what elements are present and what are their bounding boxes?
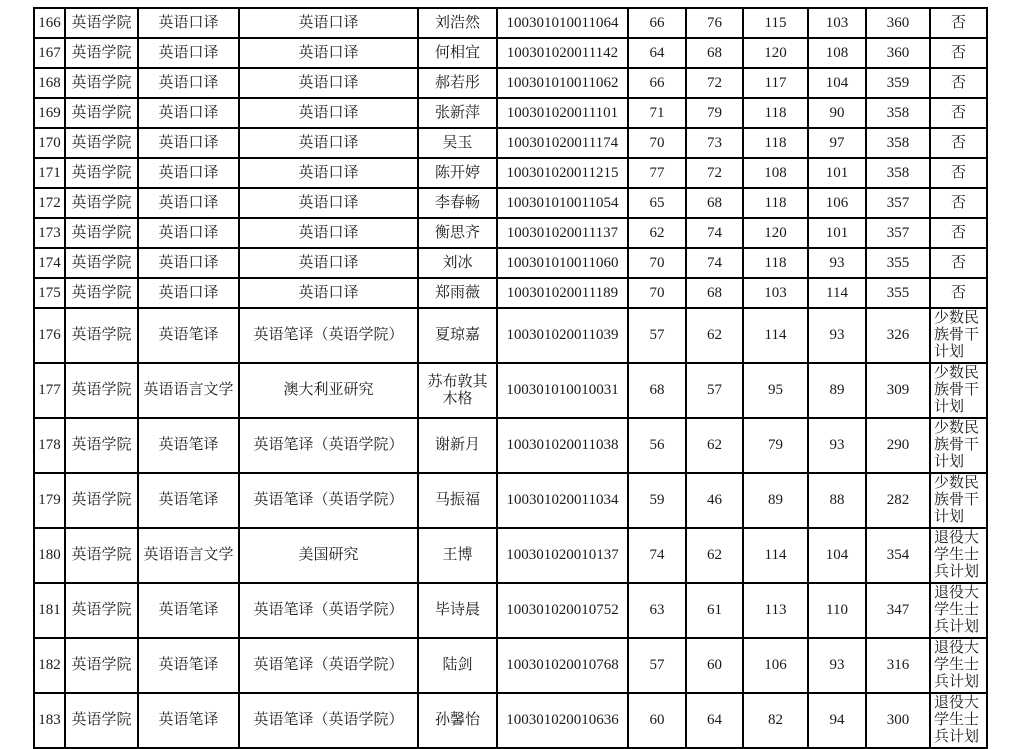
cell-score4: 104 xyxy=(808,68,866,98)
cell-score1: 62 xyxy=(628,218,686,248)
cell-major: 英语笔译 xyxy=(138,693,239,748)
cell-name: 夏琼嘉 xyxy=(418,308,497,363)
cell-direction: 英语笔译（英语学院） xyxy=(239,693,418,748)
cell-score3: 114 xyxy=(743,528,808,583)
cell-major: 英语口译 xyxy=(138,68,239,98)
cell-score1: 66 xyxy=(628,8,686,38)
cell-index: 171 xyxy=(34,158,65,188)
cell-name: 毕诗晨 xyxy=(418,583,497,638)
cell-score3: 103 xyxy=(743,278,808,308)
cell-score2: 62 xyxy=(686,528,743,583)
cell-score2: 62 xyxy=(686,418,743,473)
cell-major: 英语口译 xyxy=(138,38,239,68)
cell-score4: 106 xyxy=(808,188,866,218)
cell-score1: 64 xyxy=(628,38,686,68)
cell-exam-no: 100301020011038 xyxy=(497,418,628,473)
cell-exam-no: 100301020011174 xyxy=(497,128,628,158)
cell-major: 英语笔译 xyxy=(138,308,239,363)
cell-score2: 68 xyxy=(686,188,743,218)
cell-index: 170 xyxy=(34,128,65,158)
cell-direction: 英语口译 xyxy=(239,188,418,218)
cell-college: 英语学院 xyxy=(65,528,138,583)
cell-major: 英语笔译 xyxy=(138,418,239,473)
cell-score1: 70 xyxy=(628,248,686,278)
results-table xyxy=(33,7,988,749)
cell-score3: 118 xyxy=(743,188,808,218)
cell-exam-no: 100301020011101 xyxy=(497,98,628,128)
cell-index: 183 xyxy=(34,693,65,748)
cell-direction: 英语笔译（英语学院） xyxy=(239,418,418,473)
cell-direction: 英语口译 xyxy=(239,8,418,38)
cell-score2: 74 xyxy=(686,248,743,278)
cell-college: 英语学院 xyxy=(65,98,138,128)
cell-major: 英语口译 xyxy=(138,278,239,308)
table-row xyxy=(34,418,987,473)
cell-name: 郑雨薇 xyxy=(418,278,497,308)
cell-college: 英语学院 xyxy=(65,128,138,158)
cell-major: 英语口译 xyxy=(138,8,239,38)
cell-college: 英语学院 xyxy=(65,583,138,638)
cell-score3: 108 xyxy=(743,158,808,188)
cell-index: 167 xyxy=(34,38,65,68)
cell-score3: 114 xyxy=(743,308,808,363)
cell-total: 354 xyxy=(866,528,930,583)
cell-total: 326 xyxy=(866,308,930,363)
cell-exam-no: 100301020011142 xyxy=(497,38,628,68)
table-row xyxy=(34,98,987,128)
cell-index: 176 xyxy=(34,308,65,363)
cell-total: 358 xyxy=(866,128,930,158)
cell-name: 孙馨怡 xyxy=(418,693,497,748)
cell-exam-no: 100301020011039 xyxy=(497,308,628,363)
cell-score1: 77 xyxy=(628,158,686,188)
cell-score4: 110 xyxy=(808,583,866,638)
table-row xyxy=(34,248,987,278)
cell-score2: 46 xyxy=(686,473,743,528)
cell-direction: 英语口译 xyxy=(239,38,418,68)
cell-score1: 59 xyxy=(628,473,686,528)
cell-total: 309 xyxy=(866,363,930,418)
table-row xyxy=(34,278,987,308)
cell-index: 172 xyxy=(34,188,65,218)
cell-score2: 68 xyxy=(686,38,743,68)
cell-name: 陈开婷 xyxy=(418,158,497,188)
cell-name: 苏布敦其木格 xyxy=(418,363,497,418)
cell-major: 英语语言文学 xyxy=(138,363,239,418)
cell-exam-no: 100301020011034 xyxy=(497,473,628,528)
cell-score4: 94 xyxy=(808,693,866,748)
cell-index: 182 xyxy=(34,638,65,693)
cell-score1: 57 xyxy=(628,308,686,363)
cell-remark: 否 xyxy=(930,158,987,188)
cell-name: 刘冰 xyxy=(418,248,497,278)
cell-score3: 120 xyxy=(743,218,808,248)
cell-total: 300 xyxy=(866,693,930,748)
cell-remark: 否 xyxy=(930,98,987,128)
cell-name: 马振福 xyxy=(418,473,497,528)
cell-score2: 72 xyxy=(686,68,743,98)
cell-remark: 否 xyxy=(930,218,987,248)
cell-exam-no: 100301020010137 xyxy=(497,528,628,583)
cell-remark: 否 xyxy=(930,248,987,278)
cell-score1: 70 xyxy=(628,128,686,158)
table-row xyxy=(34,528,987,583)
cell-total: 316 xyxy=(866,638,930,693)
cell-remark: 退役大学生士兵计划 xyxy=(930,583,987,638)
cell-score2: 64 xyxy=(686,693,743,748)
cell-score4: 104 xyxy=(808,528,866,583)
cell-direction: 英语笔译（英语学院） xyxy=(239,308,418,363)
cell-college: 英语学院 xyxy=(65,278,138,308)
cell-total: 357 xyxy=(866,188,930,218)
cell-score4: 89 xyxy=(808,363,866,418)
cell-total: 355 xyxy=(866,278,930,308)
cell-score4: 88 xyxy=(808,473,866,528)
cell-score1: 57 xyxy=(628,638,686,693)
cell-score3: 118 xyxy=(743,248,808,278)
cell-direction: 英语口译 xyxy=(239,278,418,308)
cell-score2: 79 xyxy=(686,98,743,128)
cell-score4: 101 xyxy=(808,158,866,188)
cell-exam-no: 100301020010752 xyxy=(497,583,628,638)
cell-index: 180 xyxy=(34,528,65,583)
cell-college: 英语学院 xyxy=(65,248,138,278)
cell-exam-no: 100301010010031 xyxy=(497,363,628,418)
cell-total: 282 xyxy=(866,473,930,528)
cell-college: 英语学院 xyxy=(65,693,138,748)
cell-score1: 70 xyxy=(628,278,686,308)
cell-score1: 66 xyxy=(628,68,686,98)
cell-score3: 117 xyxy=(743,68,808,98)
cell-direction: 英语口译 xyxy=(239,128,418,158)
cell-remark: 否 xyxy=(930,128,987,158)
cell-college: 英语学院 xyxy=(65,158,138,188)
cell-name: 张新萍 xyxy=(418,98,497,128)
cell-score2: 62 xyxy=(686,308,743,363)
table-row xyxy=(34,218,987,248)
cell-major: 英语口译 xyxy=(138,248,239,278)
cell-exam-no: 100301020011215 xyxy=(497,158,628,188)
cell-exam-no: 100301020011137 xyxy=(497,218,628,248)
table-row xyxy=(34,473,987,528)
cell-direction: 英语笔译（英语学院） xyxy=(239,473,418,528)
cell-major: 英语口译 xyxy=(138,188,239,218)
cell-name: 谢新月 xyxy=(418,418,497,473)
cell-score4: 90 xyxy=(808,98,866,128)
cell-remark: 少数民族骨干计划 xyxy=(930,308,987,363)
cell-name: 李春畅 xyxy=(418,188,497,218)
cell-score4: 93 xyxy=(808,638,866,693)
cell-score1: 65 xyxy=(628,188,686,218)
cell-direction: 美国研究 xyxy=(239,528,418,583)
cell-direction: 英语口译 xyxy=(239,218,418,248)
cell-remark: 退役大学生士兵计划 xyxy=(930,693,987,748)
cell-score4: 108 xyxy=(808,38,866,68)
cell-name: 郝若彤 xyxy=(418,68,497,98)
cell-score2: 68 xyxy=(686,278,743,308)
cell-name: 吴玉 xyxy=(418,128,497,158)
cell-score2: 57 xyxy=(686,363,743,418)
cell-exam-no: 100301010011062 xyxy=(497,68,628,98)
cell-score1: 74 xyxy=(628,528,686,583)
cell-college: 英语学院 xyxy=(65,638,138,693)
cell-major: 英语语言文学 xyxy=(138,528,239,583)
cell-major: 英语笔译 xyxy=(138,473,239,528)
cell-score2: 76 xyxy=(686,8,743,38)
cell-total: 290 xyxy=(866,418,930,473)
cell-exam-no: 100301020010768 xyxy=(497,638,628,693)
table-row xyxy=(34,363,987,418)
cell-index: 181 xyxy=(34,583,65,638)
cell-index: 173 xyxy=(34,218,65,248)
cell-score3: 118 xyxy=(743,128,808,158)
cell-college: 英语学院 xyxy=(65,188,138,218)
cell-score3: 106 xyxy=(743,638,808,693)
cell-major: 英语口译 xyxy=(138,98,239,128)
cell-college: 英语学院 xyxy=(65,308,138,363)
cell-total: 358 xyxy=(866,158,930,188)
cell-direction: 英语笔译（英语学院） xyxy=(239,638,418,693)
cell-score1: 63 xyxy=(628,583,686,638)
cell-index: 166 xyxy=(34,8,65,38)
table-row xyxy=(34,308,987,363)
table-row xyxy=(34,693,987,748)
table-row xyxy=(34,158,987,188)
cell-index: 178 xyxy=(34,418,65,473)
cell-direction: 英语口译 xyxy=(239,68,418,98)
cell-score3: 115 xyxy=(743,8,808,38)
cell-college: 英语学院 xyxy=(65,363,138,418)
cell-score1: 71 xyxy=(628,98,686,128)
cell-direction: 英语口译 xyxy=(239,158,418,188)
cell-score3: 118 xyxy=(743,98,808,128)
cell-college: 英语学院 xyxy=(65,8,138,38)
cell-total: 358 xyxy=(866,98,930,128)
cell-total: 360 xyxy=(866,8,930,38)
cell-index: 168 xyxy=(34,68,65,98)
cell-exam-no: 100301010011060 xyxy=(497,248,628,278)
cell-remark: 否 xyxy=(930,188,987,218)
cell-name: 衡思齐 xyxy=(418,218,497,248)
cell-score3: 95 xyxy=(743,363,808,418)
cell-remark: 少数民族骨干计划 xyxy=(930,363,987,418)
cell-direction: 英语口译 xyxy=(239,248,418,278)
cell-index: 179 xyxy=(34,473,65,528)
cell-score3: 79 xyxy=(743,418,808,473)
cell-major: 英语笔译 xyxy=(138,583,239,638)
cell-score3: 113 xyxy=(743,583,808,638)
cell-score1: 56 xyxy=(628,418,686,473)
cell-score4: 93 xyxy=(808,248,866,278)
cell-college: 英语学院 xyxy=(65,418,138,473)
cell-score4: 93 xyxy=(808,418,866,473)
cell-score1: 60 xyxy=(628,693,686,748)
cell-major: 英语口译 xyxy=(138,128,239,158)
cell-remark: 少数民族骨干计划 xyxy=(930,473,987,528)
cell-index: 177 xyxy=(34,363,65,418)
cell-remark: 退役大学生士兵计划 xyxy=(930,638,987,693)
cell-total: 360 xyxy=(866,38,930,68)
table-row xyxy=(34,8,987,38)
cell-index: 175 xyxy=(34,278,65,308)
cell-major: 英语笔译 xyxy=(138,638,239,693)
cell-total: 357 xyxy=(866,218,930,248)
cell-name: 陆剑 xyxy=(418,638,497,693)
cell-direction: 澳大利亚研究 xyxy=(239,363,418,418)
cell-remark: 否 xyxy=(930,68,987,98)
cell-remark: 少数民族骨干计划 xyxy=(930,418,987,473)
cell-remark: 否 xyxy=(930,278,987,308)
cell-remark: 否 xyxy=(930,38,987,68)
cell-score4: 93 xyxy=(808,308,866,363)
cell-direction: 英语笔译（英语学院） xyxy=(239,583,418,638)
cell-name: 王博 xyxy=(418,528,497,583)
cell-score2: 73 xyxy=(686,128,743,158)
cell-exam-no: 100301020010636 xyxy=(497,693,628,748)
cell-score4: 97 xyxy=(808,128,866,158)
cell-major: 英语口译 xyxy=(138,218,239,248)
cell-direction: 英语口译 xyxy=(239,98,418,128)
cell-college: 英语学院 xyxy=(65,38,138,68)
cell-name: 何相宜 xyxy=(418,38,497,68)
cell-remark: 退役大学生士兵计划 xyxy=(930,528,987,583)
cell-score3: 89 xyxy=(743,473,808,528)
cell-college: 英语学院 xyxy=(65,473,138,528)
table-row xyxy=(34,128,987,158)
cell-exam-no: 100301020011189 xyxy=(497,278,628,308)
results-table-body xyxy=(34,8,987,748)
cell-score3: 120 xyxy=(743,38,808,68)
cell-total: 347 xyxy=(866,583,930,638)
cell-score4: 114 xyxy=(808,278,866,308)
cell-total: 355 xyxy=(866,248,930,278)
cell-score3: 82 xyxy=(743,693,808,748)
cell-exam-no: 100301010011054 xyxy=(497,188,628,218)
cell-score1: 68 xyxy=(628,363,686,418)
cell-score4: 101 xyxy=(808,218,866,248)
table-row xyxy=(34,38,987,68)
cell-score2: 60 xyxy=(686,638,743,693)
cell-score2: 74 xyxy=(686,218,743,248)
cell-remark: 否 xyxy=(930,8,987,38)
table-row xyxy=(34,68,987,98)
cell-college: 英语学院 xyxy=(65,218,138,248)
table-row xyxy=(34,583,987,638)
cell-score2: 72 xyxy=(686,158,743,188)
cell-college: 英语学院 xyxy=(65,68,138,98)
cell-index: 174 xyxy=(34,248,65,278)
cell-index: 169 xyxy=(34,98,65,128)
cell-exam-no: 100301010011064 xyxy=(497,8,628,38)
cell-total: 359 xyxy=(866,68,930,98)
cell-name: 刘浩然 xyxy=(418,8,497,38)
table-row xyxy=(34,188,987,218)
cell-score4: 103 xyxy=(808,8,866,38)
cell-major: 英语口译 xyxy=(138,158,239,188)
cell-score2: 61 xyxy=(686,583,743,638)
table-row xyxy=(34,638,987,693)
